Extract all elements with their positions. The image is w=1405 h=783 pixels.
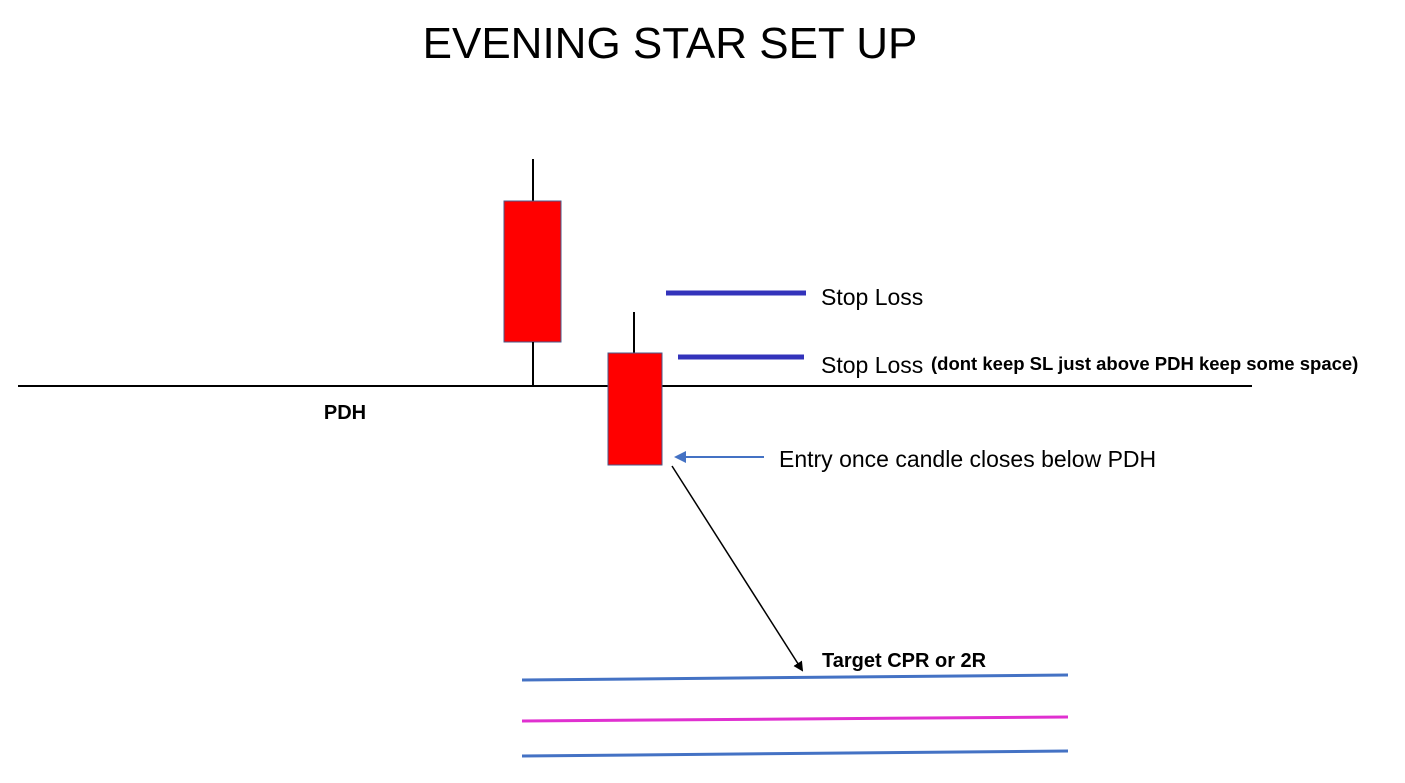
target-label: Target CPR or 2R bbox=[822, 650, 987, 672]
pdh-label: PDH bbox=[323, 402, 367, 424]
entry-label: Entry once candle closes below PDH bbox=[779, 446, 1157, 472]
cpr-top-line bbox=[522, 675, 1068, 680]
cpr-pivot-line bbox=[522, 717, 1068, 721]
cpr-bottom-line bbox=[522, 751, 1068, 756]
diagram-title: EVENING STAR SET UP bbox=[422, 19, 918, 68]
stop-loss-upper-label: Stop Loss bbox=[821, 284, 924, 310]
stop-loss-note: (dont keep SL just above PDH keep some space) bbox=[931, 353, 1359, 374]
stop-loss-lower-label: Stop Loss bbox=[821, 352, 924, 378]
target-arrow bbox=[672, 466, 802, 670]
candle-first bbox=[504, 159, 561, 386]
candle-first-body bbox=[504, 201, 561, 342]
candle-second bbox=[608, 312, 662, 465]
candle-second-body bbox=[608, 353, 662, 465]
